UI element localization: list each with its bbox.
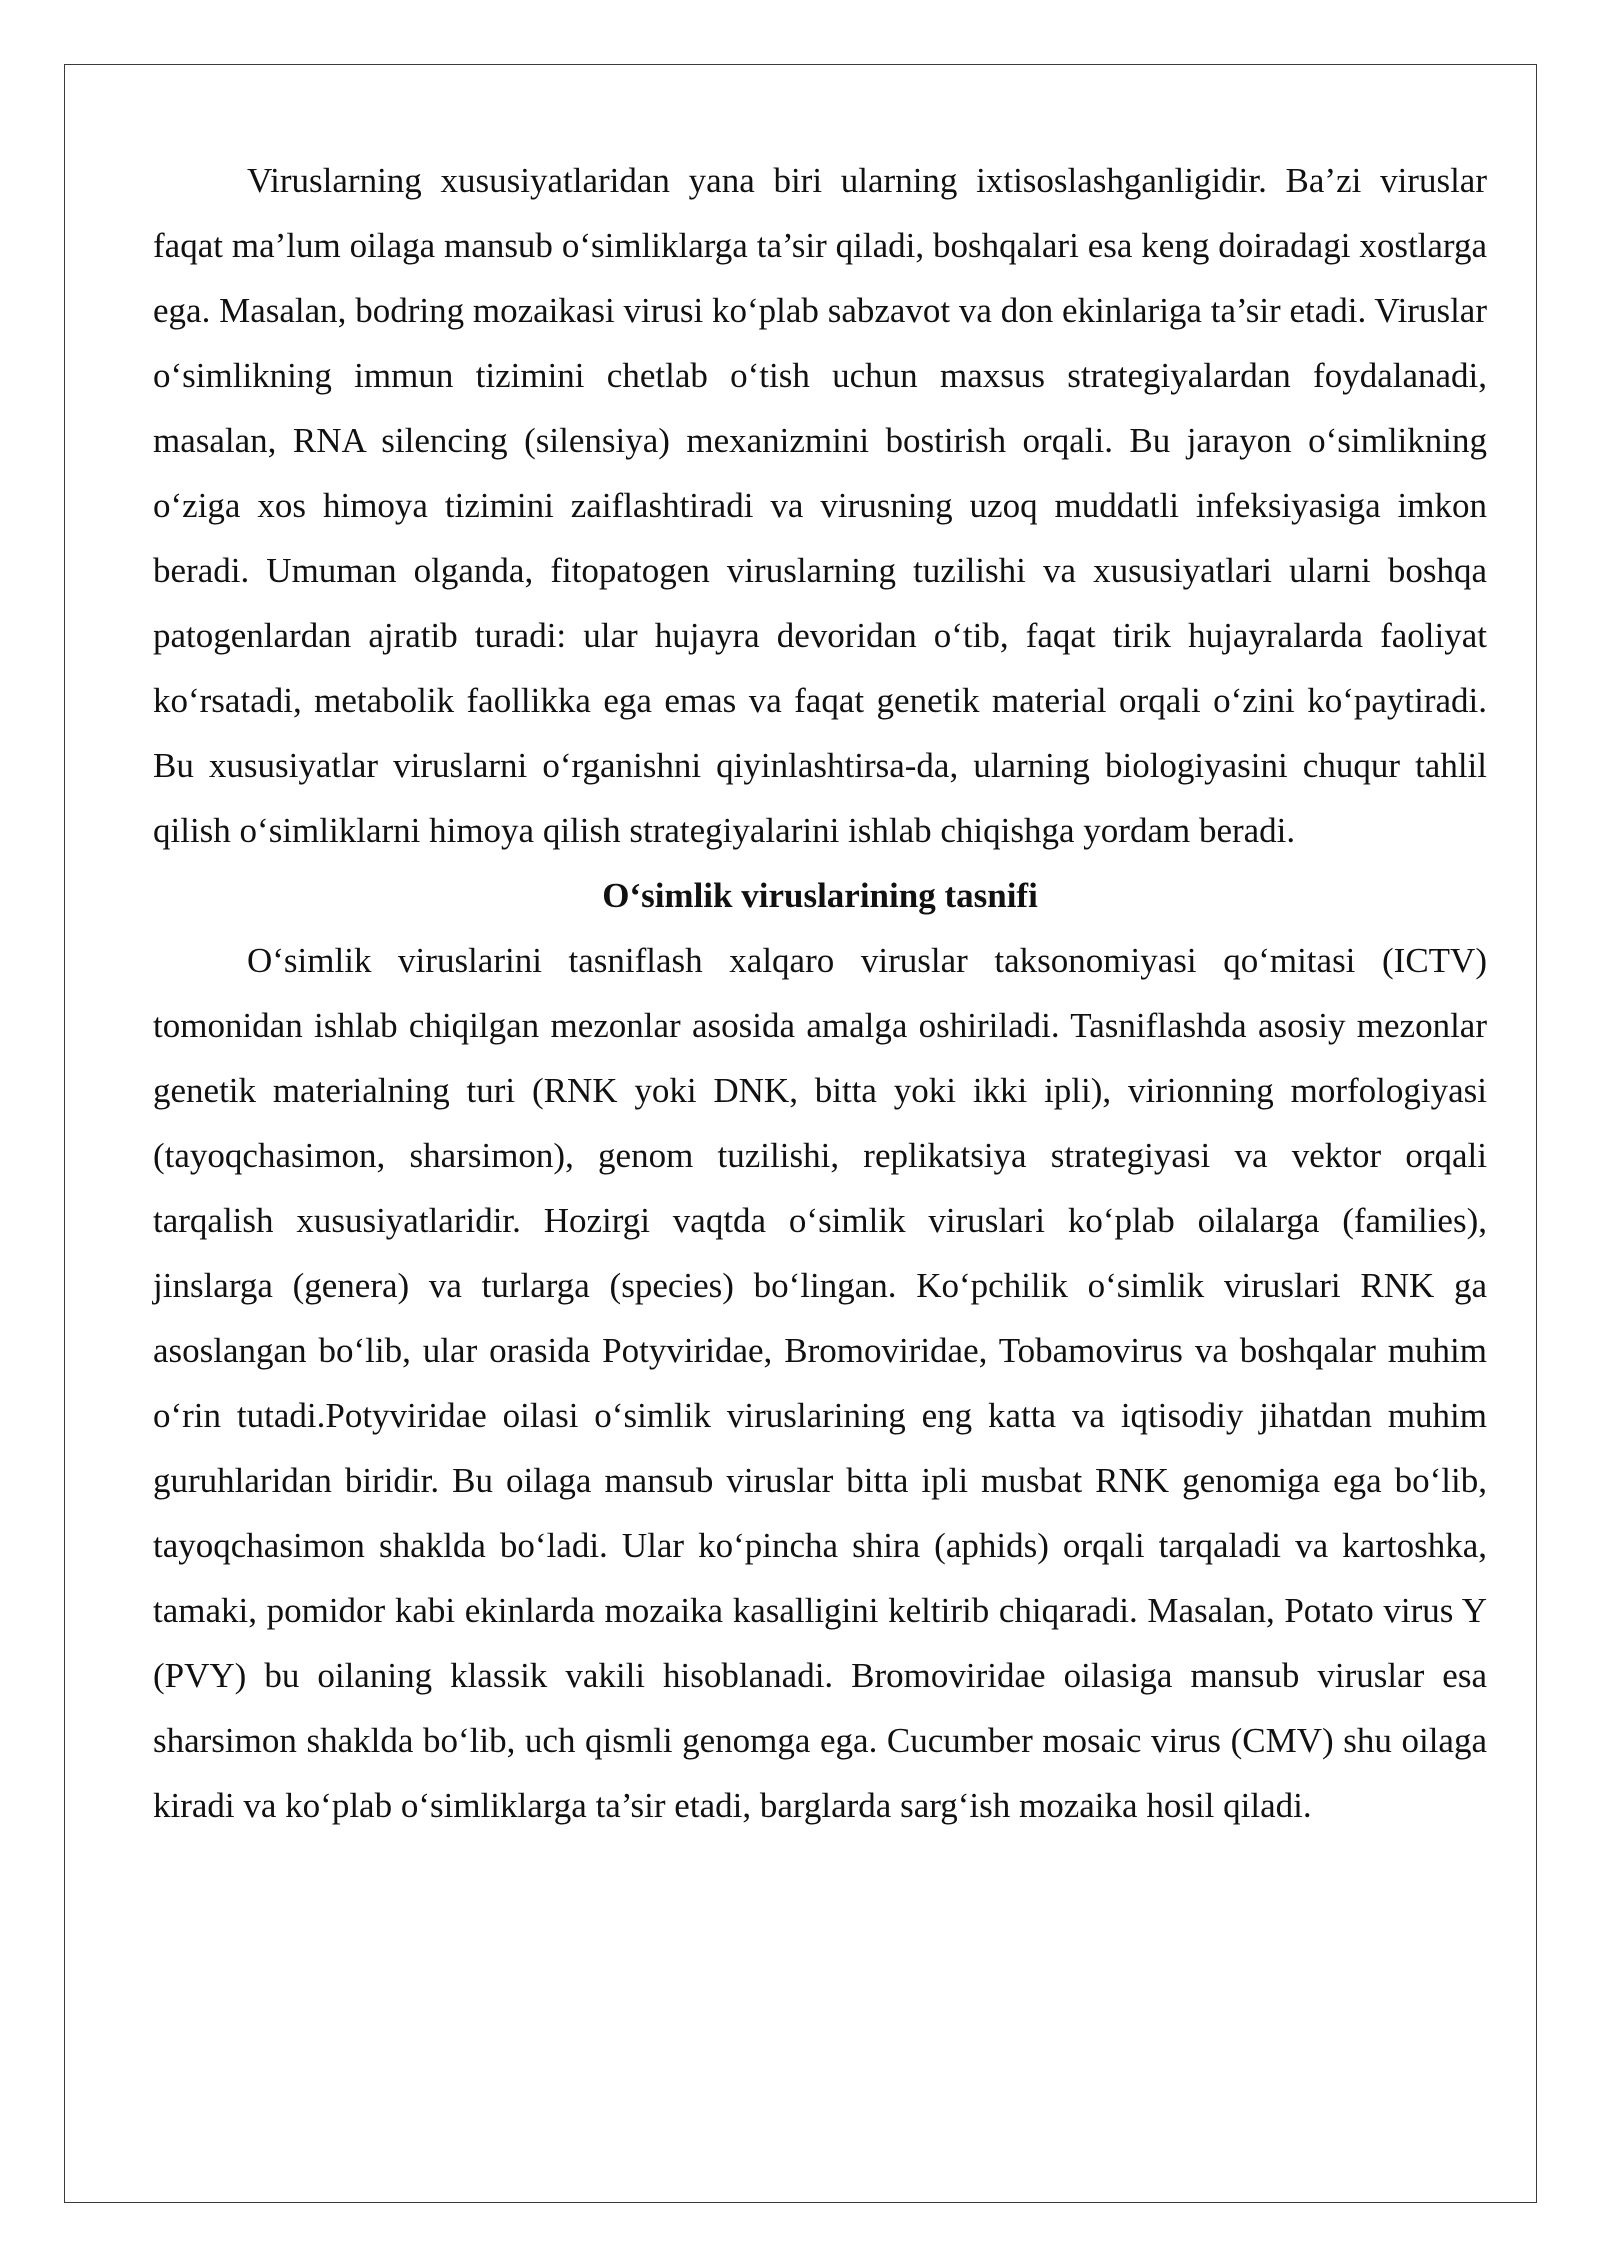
body-paragraph-2: O‘simlik viruslarini tasniflash xalqaro viruslar taksonomiyasi qo‘mitasi (ICTV) tomonidan ishlab chiqilgan mezonlar asosida amalga oshiriladi. Tasniflashda asosiy mezonlar genetik materialning turi (RNK yoki DNK, bitta yoki ikki ipli), virionning morfologiyasi (tayoqchasimon, sharsimon), genom tuzilishi, replikatsiya strategiyasi va vektor orqali tarqalish xususiyatlaridir. Hozirgi vaqtda o‘simlik viruslari ko‘plab oilalarga (families), jinslarga (genera) va turlarga (species) bo‘lingan. Ko‘pchilik o‘simlik viruslari RNK ga asoslangan bo‘lib, ular orasida Potyviridae, Bromoviridae, Tobamovirus va boshqalar muhim o‘rin tutadi.Potyviridae oilasi o‘simlik viruslarining eng katta va iqtisodiy jihatdan muhim guruhlaridan biridir. Bu oilaga mansub viruslar bitta ipli musbat RNK genomiga ega bo‘lib, tayoqchasimon shaklda bo‘ladi. Ular ko‘pincha shira (aphids) orqali tarqaladi va kartoshka, tamaki, pomidor kabi ekinlarda mozaika kasalligini keltirib chiqaradi. Masalan, Potato virus Y (PVY) bu oilaning klassik vakili hisoblanadi. Bromoviridae oilasiga mansub viruslar esa sharsimon shaklda bo‘lib, uch qismli genomga ega. Cucumber mosaic virus (CMV) shu oilaga kiradi va ko‘plab o‘simliklarga ta’sir etadi, barglarda sarg‘ish mozaika hosil qiladi. (153, 941, 1487, 1825)
body-paragraph-1: Viruslarning xususiyatlaridan yana biri ularning ixtisoslashganligidir. Ba’zi viruslar faqat ma’lum oilaga mansub o‘simliklarga ta’sir qiladi, boshqalari esa keng doiradagi xostlarga ega. Masalan, bodring mozaikasi virusi ko‘plab sabzavot va don ekinlariga ta’sir etadi. Viruslar o‘simlikning immun tizimini chetlab o‘tish uchun maxsus strategiyalardan foydalanadi, masalan, RNA silencing (silensiya) mexanizmini bostirish orqali. Bu jarayon o‘simlikning o‘ziga xos himoya tizimini zaiflashtiradi va virusning uzoq muddatli infeksiyasiga imkon beradi. Umuman olganda, fitopatogen viruslarning tuzilishi va xususiyatlari ularni boshqa patogenlardan ajratib turadi: ular hujayra devoridan o‘tib, faqat tirik hujayralarda faoliyat ko‘rsatadi, metabolik faollikka ega emas va faqat genetik material orqali o‘zini ko‘paytiradi. Bu xususiyatlar viruslarni o‘rganishni qiyinlashtirsa-da, ularning biologiyasini chuqur tahlil qilish o‘simliklarni himoya qilish strategiyalarini ishlab chiqishga yordam beradi. (153, 161, 1487, 850)
section-heading: O‘simlik viruslarining tasnifi (602, 876, 1038, 915)
page-content (153, 148, 1487, 1838)
